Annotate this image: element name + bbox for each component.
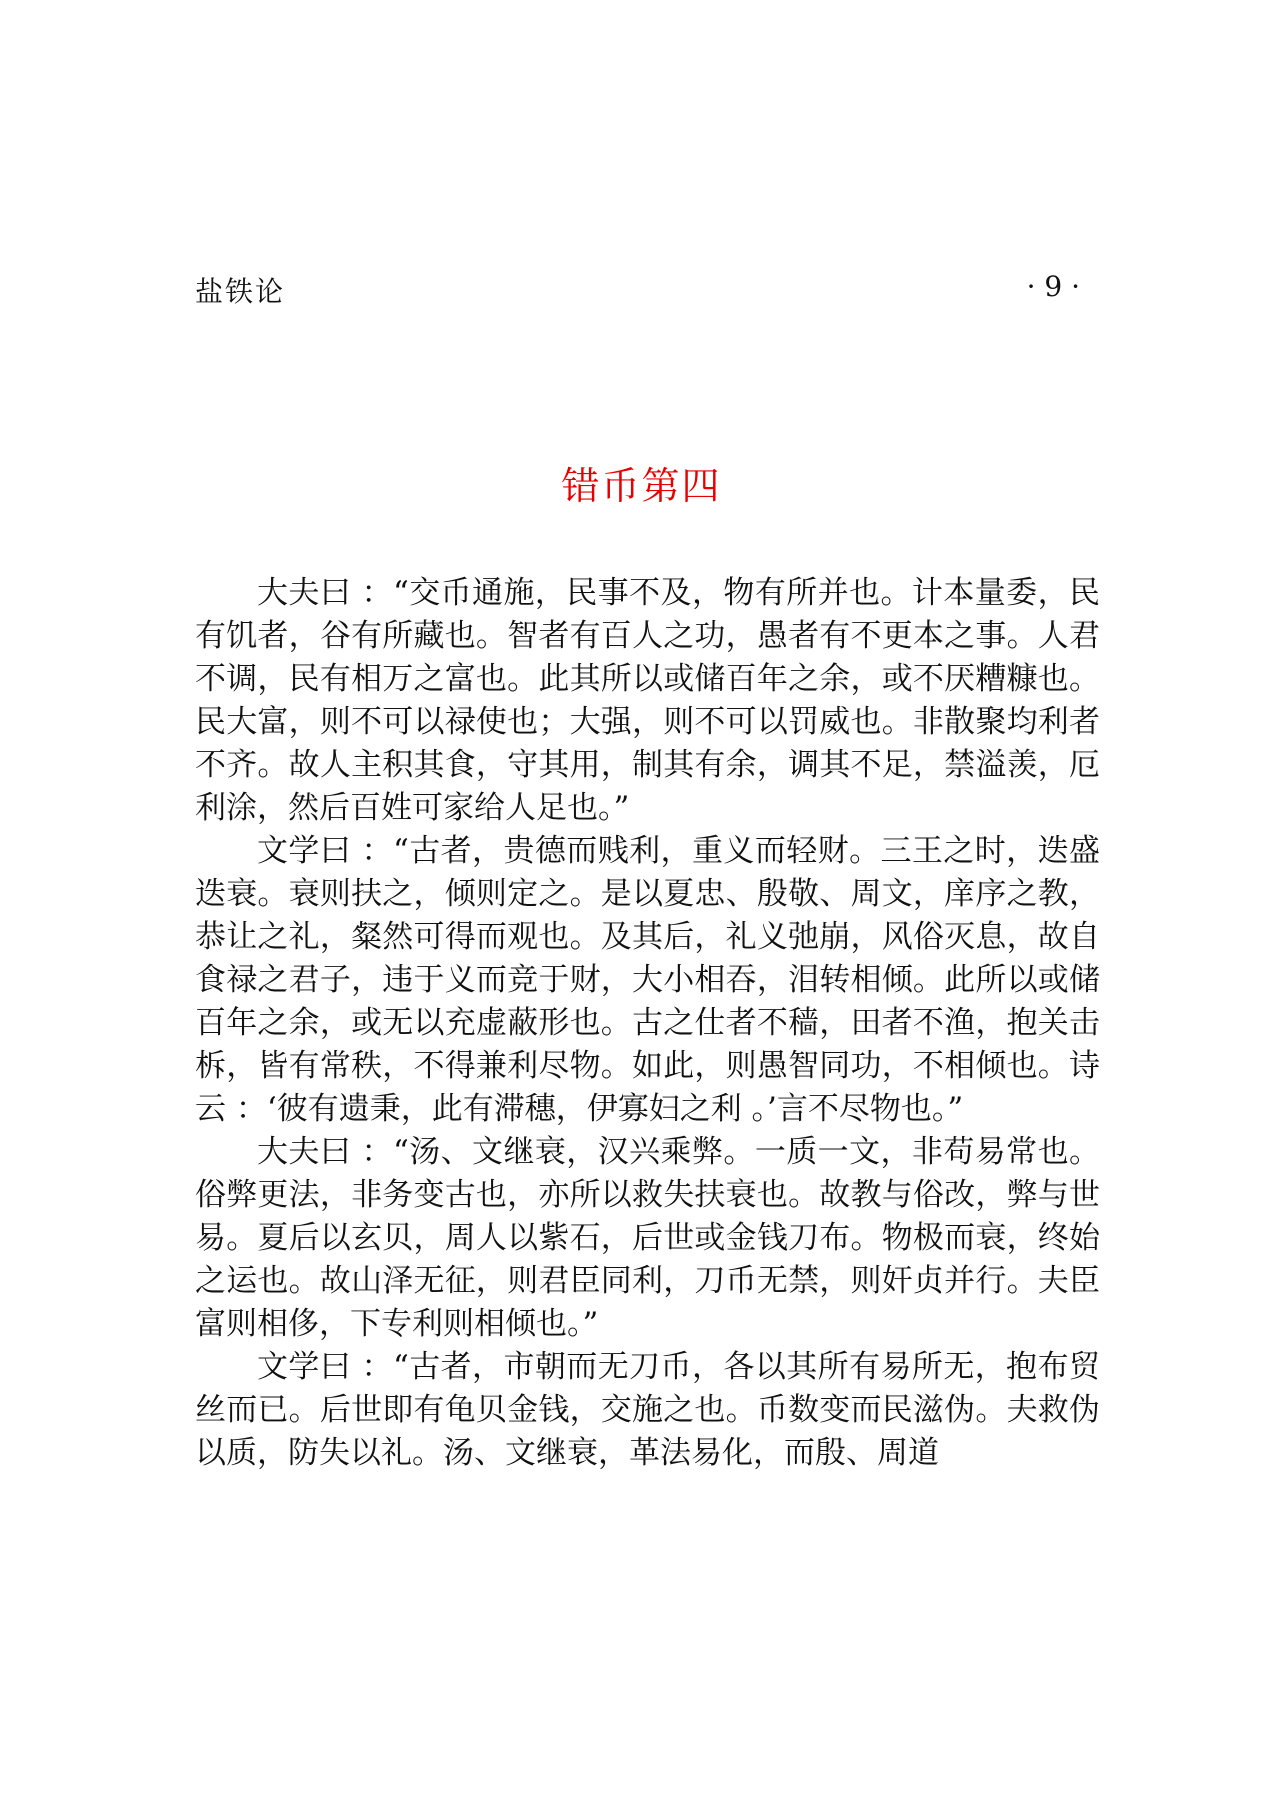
body-text <box>195 572 1100 1475</box>
page-number: · 9 · <box>1026 270 1080 303</box>
paragraph: 大夫曰 ：“汤、文继衰，汉兴乘弊。一质一文，非苟易常也。俗弊更法，非务变古也，亦所以救失扶衰也。故教与俗改，弊与世易。夏后以玄贝，周人以紫石，后世或金钱刀布。物极而衰，终始之运也。故山泽无征，则君臣同利，刀币无禁，则奸贞并行。夫臣富则相侈，下专利则相倾也。” <box>195 1134 1100 1342</box>
paragraph: 文学曰 ：“古者，贵德而贱利，重义而轻财。三王之时，迭盛迭衰。衰则扶之，倾则定之。是以夏忠、殷敬、周文，庠序之教，恭让之礼，粲然可得而观也。及其后，礼义弛崩，风俗灭息，故自食禄之君子，违于义而竞于财，大小相吞，泪转相倾。此所以或储百年之余，或无以充虚蔽形也。古之仕者不穑，田者不渔，抱关击柝，皆有常秩，不得兼利尽物。如此，则愚智同功，不相倾也。诗云 ：‘彼有遗秉，此有滞穗，伊寡妇之利 。’言不尽物也。” <box>195 833 1100 1127</box>
page-header <box>195 270 1080 310</box>
paragraph: 大夫曰 ：“交币通施，民事不及，物有所并也。计本量委，民有饥者，谷有所藏也。智者有百人之功，愚者有不更本之事。人君不调，民有相万之富也。此其所以或储百年之余，或不厌糟糠也。民大富，则不可以禄使也；大强，则不可以罚威也。非散聚均利者不齐。故人主积其食，守其用，制其有余，调其不足，禁溢羡，厄利涂，然后百姓可家给人足也。” <box>195 575 1100 826</box>
book-title: 盐铁论 <box>195 275 286 308</box>
paragraph: 文学曰 ：“古者，市朝而无刀币，各以其所有易所无，抱布贸丝而已。后世即有龟贝金钱，交施之也。币数变而民滋伪。夫救伪以质，防失以礼。汤、文继衰，革法易化，而殷、周道 <box>195 1349 1100 1471</box>
chapter-title: 错币第四 <box>561 464 722 508</box>
